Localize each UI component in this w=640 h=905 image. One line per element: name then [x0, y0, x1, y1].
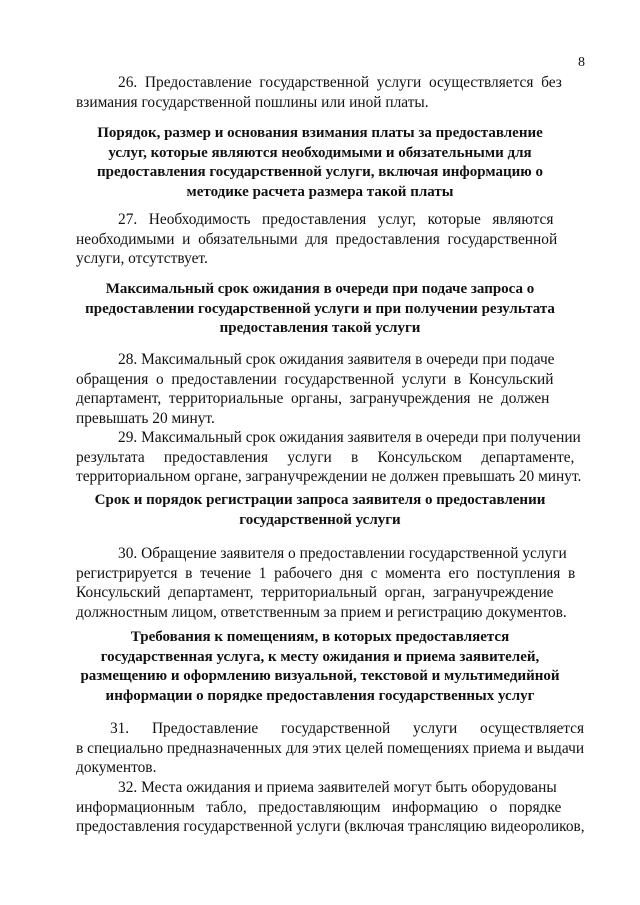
paragraph-line: необходимыми и обязательными для предоставления государственной: [76, 230, 558, 248]
heading-line: Порядок, размер и основания взимания платы за предоставление: [97, 125, 543, 141]
paragraph-29: [76, 428, 584, 487]
heading-line: размещению и оформлению визуальной, текстовой и мультимедийной: [80, 668, 560, 684]
paragraph-line: 28. Максимальный срок ожидания заявителя в очереди при подаче: [118, 351, 555, 368]
paragraph-line: департамент, территориальные органы, загранучреждения не должен: [76, 390, 550, 407]
paragraph-28: [76, 350, 584, 428]
section-heading-waiting-time: [0, 280, 640, 339]
heading-line: информации о порядке предоставления государственных услуг: [105, 687, 535, 704]
heading-line: Требования к помещениям, в которых предоставляется: [130, 629, 510, 645]
heading-line: предоставления государственной услуги, включая информацию о: [96, 164, 544, 180]
paragraph-26: [76, 73, 584, 112]
paragraph-line: Консульский департамент, территориальный орган, загранучреждение: [76, 584, 554, 601]
heading-line: Срок и порядок регистрации запроса заявителя о предоставлении: [94, 492, 546, 508]
paragraph-32: [76, 778, 584, 837]
section-heading-fees: [0, 124, 640, 202]
section-heading-registration: [0, 491, 640, 530]
paragraph-line: регистрируется в течение 1 рабочего дня с момента его поступления в: [76, 564, 576, 582]
heading-line: предоставления такой услуги: [219, 320, 421, 336]
paragraph-line: 29. Максимальный срок ожидания заявителя в очереди при получении: [118, 429, 581, 446]
section-heading-premises: [0, 628, 640, 706]
paragraph-line: предоставления государственной услуги (включая трансляцию видеороликов,: [76, 818, 585, 835]
paragraph-line: 27. Необходимость предоставления услуг, которые являются: [118, 211, 554, 228]
paragraph-line: 30. Обращение заявителя о предоставлении государственной услуги: [118, 545, 567, 562]
heading-line: государственной услуги: [239, 511, 401, 528]
heading-line: услуг, которые являются необходимыми и обязательными для: [108, 144, 532, 161]
paragraph-line: документов.: [76, 759, 157, 776]
paragraph-line: должностным лицом, ответственным за прием и регистрацию документов.: [76, 603, 567, 621]
paragraph-line: результата предоставления услуги в Консульском департаменте,: [76, 448, 575, 466]
paragraph-line: территориальном органе, загранучреждении не должен превышать 20 минут.: [76, 468, 582, 485]
heading-line: предоставлении государственной услуги и при получении результата: [85, 300, 555, 317]
paragraph-line: 26. Предоставление государственной услуги осуществляется без: [118, 74, 562, 91]
heading-line: Максимальный срок ожидания в очереди при подаче запроса о: [105, 281, 535, 297]
paragraph-line: обращения о предоставлении государственной услуги в Консульский: [76, 370, 554, 388]
paragraph-line: услуги, отсутствует.: [76, 250, 208, 267]
heading-line: методике расчета размера такой платы: [186, 183, 454, 200]
heading-line: государственная услуга, к месту ожидания и приема заявителей,: [100, 648, 540, 665]
paragraph-line: информационным табло, предоставляющим информацию о порядке: [76, 798, 562, 816]
paragraph-31: [76, 719, 584, 778]
page-number: 8: [578, 55, 585, 70]
paragraph-line: в специально предназначенных для этих целей помещениях приема и выдачи: [76, 739, 585, 757]
paragraph-30: [76, 544, 584, 622]
paragraph-line: 32. Места ожидания и приема заявителей могут быть оборудованы: [118, 779, 557, 796]
paragraph-line: 31. Предоставление государственной услуги осуществляется: [110, 720, 584, 737]
paragraph-27: [76, 210, 584, 269]
paragraph-line: взимания государственной пошлины или иной платы.: [76, 93, 429, 111]
paragraph-line: превышать 20 минут.: [76, 409, 215, 427]
